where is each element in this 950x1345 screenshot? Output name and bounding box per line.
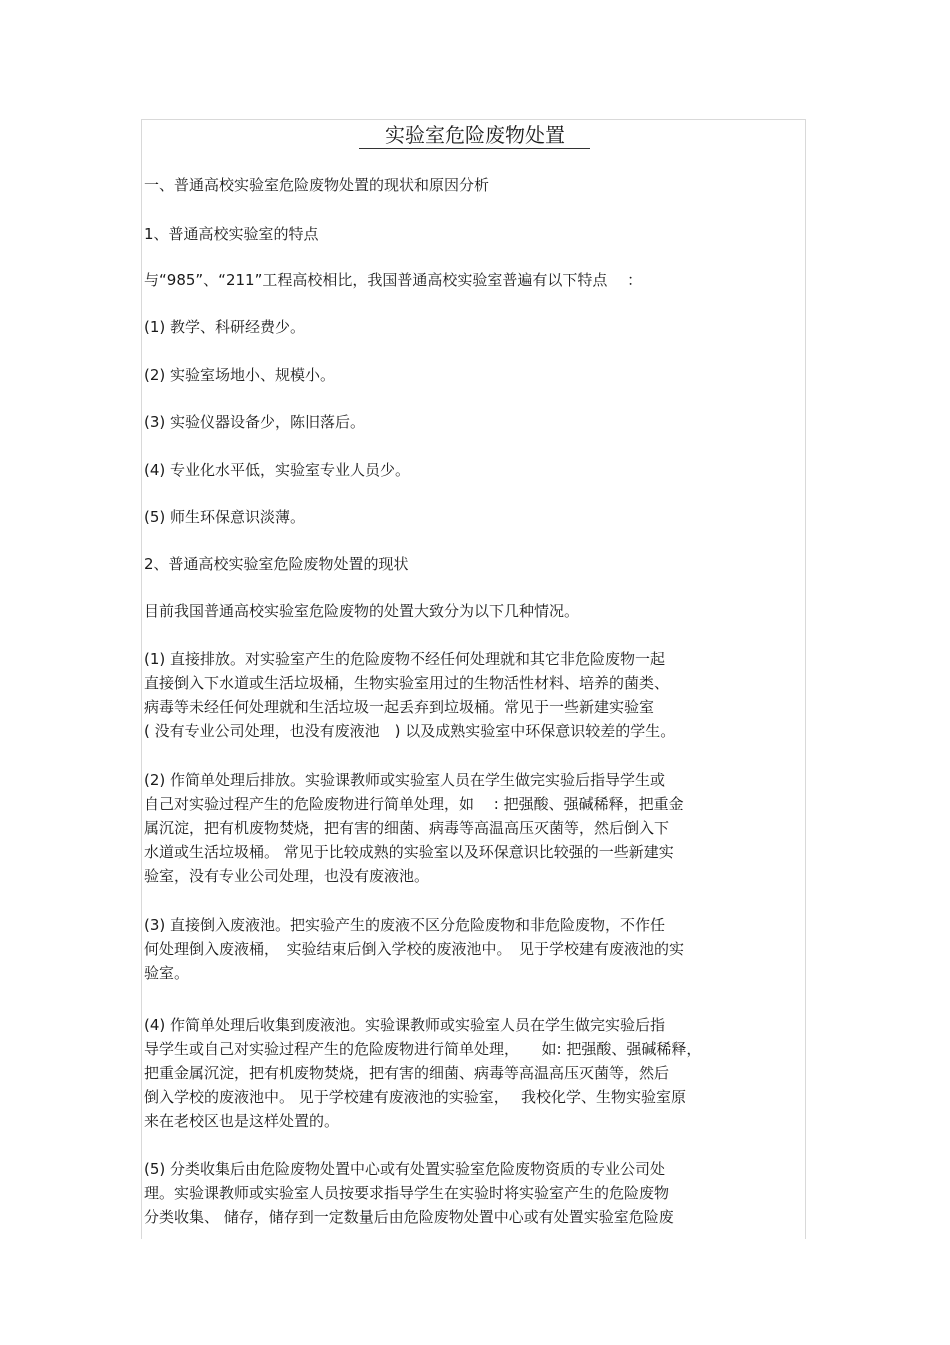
paragraph-line: 病毒等未经任何处理就和生活垃圾一起丢弃到垃圾桶。常见于一些新建实验室	[144, 698, 655, 716]
situation-paragraph	[144, 913, 684, 985]
paragraph-line: 属沉淀，把有机废物焚烧，把有害的细菌、病毒等高温高压灭菌等，然后倒入下	[144, 819, 670, 837]
paragraph-line: 何处理倒入废液桶， 实验结束后倒入学校的废液池中。 见于学校建有废液池的实	[144, 940, 685, 958]
feature-item: (1) 教学、科研经费少。	[144, 318, 306, 336]
intro-paragraph: 目前我国普通高校实验室危险废物的处置大致分为以下几种情况。	[144, 602, 580, 620]
paragraph-line: 验室，没有专业公司处理，也没有废液池。	[144, 867, 430, 885]
feature-item: (5) 师生环保意识淡薄。	[144, 508, 306, 526]
paragraph-line: 理。实验课教师或实验室人员按要求指导学生在实验时将实验室产生的危险废物	[144, 1184, 670, 1202]
feature-item: (3) 实验仪器设备少，陈旧落后。	[144, 413, 366, 431]
paragraph-line: (2) 作简单处理后排放。实验课教师或实验室人员在学生做完实验后指导学生或	[144, 771, 666, 789]
subsection-heading: 1、普通高校实验室的特点	[144, 225, 319, 243]
paragraph-line: 倒入学校的废液池中。 见于学校建有废液池的实验室， 我校化学、生物实验室原	[144, 1088, 687, 1106]
paragraph-line: (5) 分类收集后由危险废物处置中心或有处置实验室危险废物资质的专业公司处	[144, 1160, 666, 1178]
feature-item: (4) 专业化水平低，实验室专业人员少。	[144, 461, 411, 479]
paragraph-line: ( 没有专业公司处理，也没有废液池 ) 以及成熟实验室中环保意识较差的学生。	[144, 722, 676, 740]
situation-paragraph	[144, 1157, 674, 1229]
paragraph-line: 来在老校区也是这样处置的。	[144, 1112, 340, 1130]
paragraph-line: (4) 作简单处理后收集到废液池。实验课教师或实验室人员在学生做完实验后指	[144, 1016, 666, 1034]
paragraph-line: 导学生或自己对实验过程产生的危险废物进行简单处理， 如: 把强酸、强碱稀释，	[144, 1040, 702, 1058]
paragraph-line: (3) 直接倒入废液池。把实验产生的废液不区分危险废物和非危险废物，不作任	[144, 916, 666, 934]
paragraph-line: 验室。	[144, 964, 190, 982]
subsection-heading: 2、普通高校实验室危险废物处置的现状	[144, 555, 409, 573]
situation-paragraph	[144, 768, 684, 888]
title-underline	[359, 148, 590, 149]
paragraph-line: 直接倒入下水道或生活垃圾桶，生物实验室用过的生物活性材料、培养的菌类、	[144, 674, 670, 692]
section-heading: 一、普通高校实验室危险废物处置的现状和原因分析	[144, 176, 490, 194]
intro-paragraph: 与“985”、“211”工程高校相比，我国普通高校实验室普遍有以下特点 ：	[144, 271, 643, 289]
document-title: 实验室危险废物处置	[385, 123, 565, 147]
paragraph-line: 分类收集、 储存，储存到一定数量后由危险废物处置中心或有处置实验室危险废	[144, 1208, 674, 1226]
paragraph-line: 水道或生活垃圾桶。 常见于比较成熟的实验室以及环保意识比较强的一些新建实	[144, 843, 674, 861]
paragraph-line: 把重金属沉淀，把有机废物焚烧，把有害的细菌、病毒等高温高压灭菌等，然后	[144, 1064, 670, 1082]
paragraph-line: 自己对实验过程产生的危险废物进行简单处理，如 : 把强酸、强碱稀释，把重金	[144, 795, 684, 813]
situation-paragraph	[144, 647, 675, 743]
feature-item: (2) 实验室场地小、规模小。	[144, 366, 336, 384]
situation-paragraph	[144, 1013, 701, 1133]
paragraph-line: (1) 直接排放。对实验室产生的危险废物不经任何处理就和其它非危险废物一起	[144, 650, 666, 668]
